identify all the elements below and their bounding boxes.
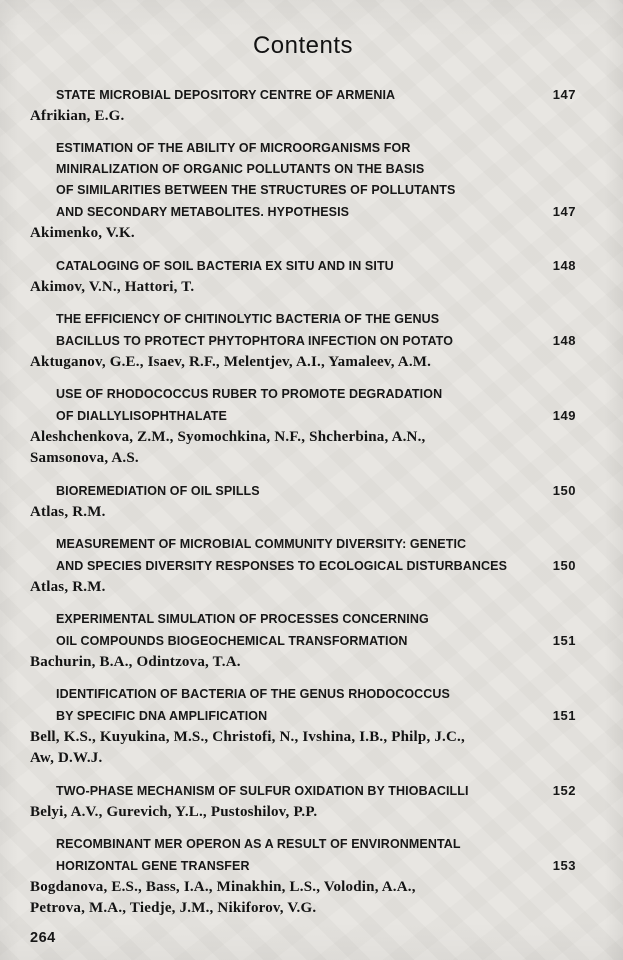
entry-page-number: 153: [552, 858, 576, 873]
page-title: Contents: [252, 32, 354, 59]
entry-title-line: OF SIMILARITIES BETWEEN THE STRUCTURES OF POLLUTANTS: [56, 183, 456, 197]
toc-entry: [30, 84, 576, 127]
toc-entry: [30, 684, 576, 769]
entry-authors-line: Bachurin, B.A., Odintzova, T.A.: [30, 654, 241, 670]
entry-page-number: 151: [552, 633, 576, 648]
entry-page-number: 148: [552, 333, 576, 348]
entry-title-line: THE EFFICIENCY OF CHITINOLYTIC BACTERIA OF THE GENUS: [56, 312, 440, 326]
entry-title-text: OIL COMPOUNDS BIOGEOCHEMICAL TRANSFORMATION: [56, 634, 408, 648]
entry-title-line: MEASUREMENT OF MICROBIAL COMMUNITY DIVERSITY: GENETIC: [56, 537, 467, 551]
toc-entry: [30, 255, 576, 298]
entry-page-number: 149: [552, 408, 576, 423]
entry-page-number: 150: [552, 558, 576, 573]
entry-title-line: [30, 201, 576, 223]
entry-page-number: 151: [552, 708, 576, 723]
entry-authors-line: Belyi, A.V., Gurevich, Y.L., Pustoshilov, P.P.: [30, 804, 318, 820]
entry-title-line: [30, 255, 576, 277]
entry-title-text: HORIZONTAL GENE TRANSFER: [56, 859, 250, 873]
entry-title-text: BACILLUS TO PROTECT PHYTOPHTORA INFECTION ON POTATO: [56, 334, 454, 348]
entry-title-text: AND SPECIES DIVERSITY RESPONSES TO ECOLOGICAL DISTURBANCES: [56, 559, 508, 573]
entry-title-text: CATALOGING OF SOIL BACTERIA EX SITU AND IN SITU: [56, 259, 394, 273]
entry-title-line: MINIRALIZATION OF ORGANIC POLLUTANTS ON THE BASIS: [56, 162, 425, 176]
entry-title-line: [30, 480, 576, 502]
entry-authors-line: Atlas, R.M.: [30, 579, 106, 595]
folio-page-number: 264: [30, 930, 56, 946]
entry-page-number: 147: [552, 204, 576, 219]
entry-page-number: 150: [552, 483, 576, 498]
toc-entry: [30, 609, 576, 673]
entry-authors-line: Bell, K.S., Kuyukina, M.S., Christofi, N., Ivshina, I.B., Philp, J.C.,: [30, 729, 465, 745]
toc-entry: [30, 138, 576, 244]
entry-authors-line: Aw, D.W.J.: [30, 750, 103, 766]
toc-entry: [30, 480, 576, 523]
entry-title-text: AND SECONDARY METABOLITES. HYPOTHESIS: [56, 205, 350, 219]
toc-entry: [30, 780, 576, 823]
toc-entry: [30, 309, 576, 373]
entry-title-text: TWO-PHASE MECHANISM OF SULFUR OXIDATION BY THIOBACILLI: [56, 784, 469, 798]
entry-title-line: EXPERIMENTAL SIMULATION OF PROCESSES CONCERNING: [56, 612, 429, 626]
toc-entry: [30, 534, 576, 598]
entry-title-line: [30, 555, 576, 577]
entry-authors-line: Atlas, R.M.: [30, 504, 106, 520]
entry-authors-line: Akimov, V.N., Hattori, T.: [30, 279, 195, 295]
entry-authors-line: Aleshchenkova, Z.M., Syomochkina, N.F., Shcherbina, A.N.,: [30, 429, 426, 445]
entry-authors-line: Samsonova, A.S.: [30, 450, 139, 466]
toc-list: [30, 84, 576, 919]
entry-authors-line: Petrova, M.A., Tiedje, J.M., Nikiforov, V.G.: [30, 900, 317, 916]
entry-authors-line: Akimenko, V.K.: [30, 225, 135, 241]
entry-title-line: [30, 705, 576, 727]
entry-page-number: 152: [552, 783, 576, 798]
entry-page-number: 147: [552, 87, 576, 102]
entry-title-line: [30, 84, 576, 106]
entry-title-line: [30, 630, 576, 652]
entry-title-text: BIOREMEDIATION OF OIL SPILLS: [56, 484, 260, 498]
entry-authors-line: Afrikian, E.G.: [30, 108, 125, 124]
entry-title-line: [30, 330, 576, 352]
entry-title-text: OF DIALLYLISOPHTHALATE: [56, 409, 227, 423]
toc-entry: [30, 384, 576, 469]
entry-title-line: [30, 780, 576, 802]
entry-title-line: ESTIMATION OF THE ABILITY OF MICROORGANISMS FOR: [56, 141, 411, 155]
entry-title-line: [30, 405, 576, 427]
entry-page-number: 148: [552, 258, 576, 273]
entry-title-line: RECOMBINANT MER OPERON AS A RESULT OF ENVIRONMENTAL: [56, 837, 461, 851]
entry-title-line: [30, 855, 576, 877]
entry-authors-line: Aktuganov, G.E., Isaev, R.F., Melentjev, A.I., Yamaleev, A.M.: [30, 354, 432, 370]
entry-authors-line: Bogdanova, E.S., Bass, I.A., Minakhin, L.S., Volodin, A.A.,: [30, 879, 416, 895]
entry-title-text: STATE MICROBIAL DEPOSITORY CENTRE OF ARMENIA: [56, 88, 396, 102]
toc-entry: [30, 834, 576, 919]
entry-title-text: BY SPECIFIC DNA AMPLIFICATION: [56, 709, 268, 723]
entry-title-line: IDENTIFICATION OF BACTERIA OF THE GENUS RHODOCOCCUS: [56, 687, 450, 701]
entry-title-line: USE OF RHODOCOCCUS RUBER TO PROMOTE DEGRADATION: [56, 387, 443, 401]
